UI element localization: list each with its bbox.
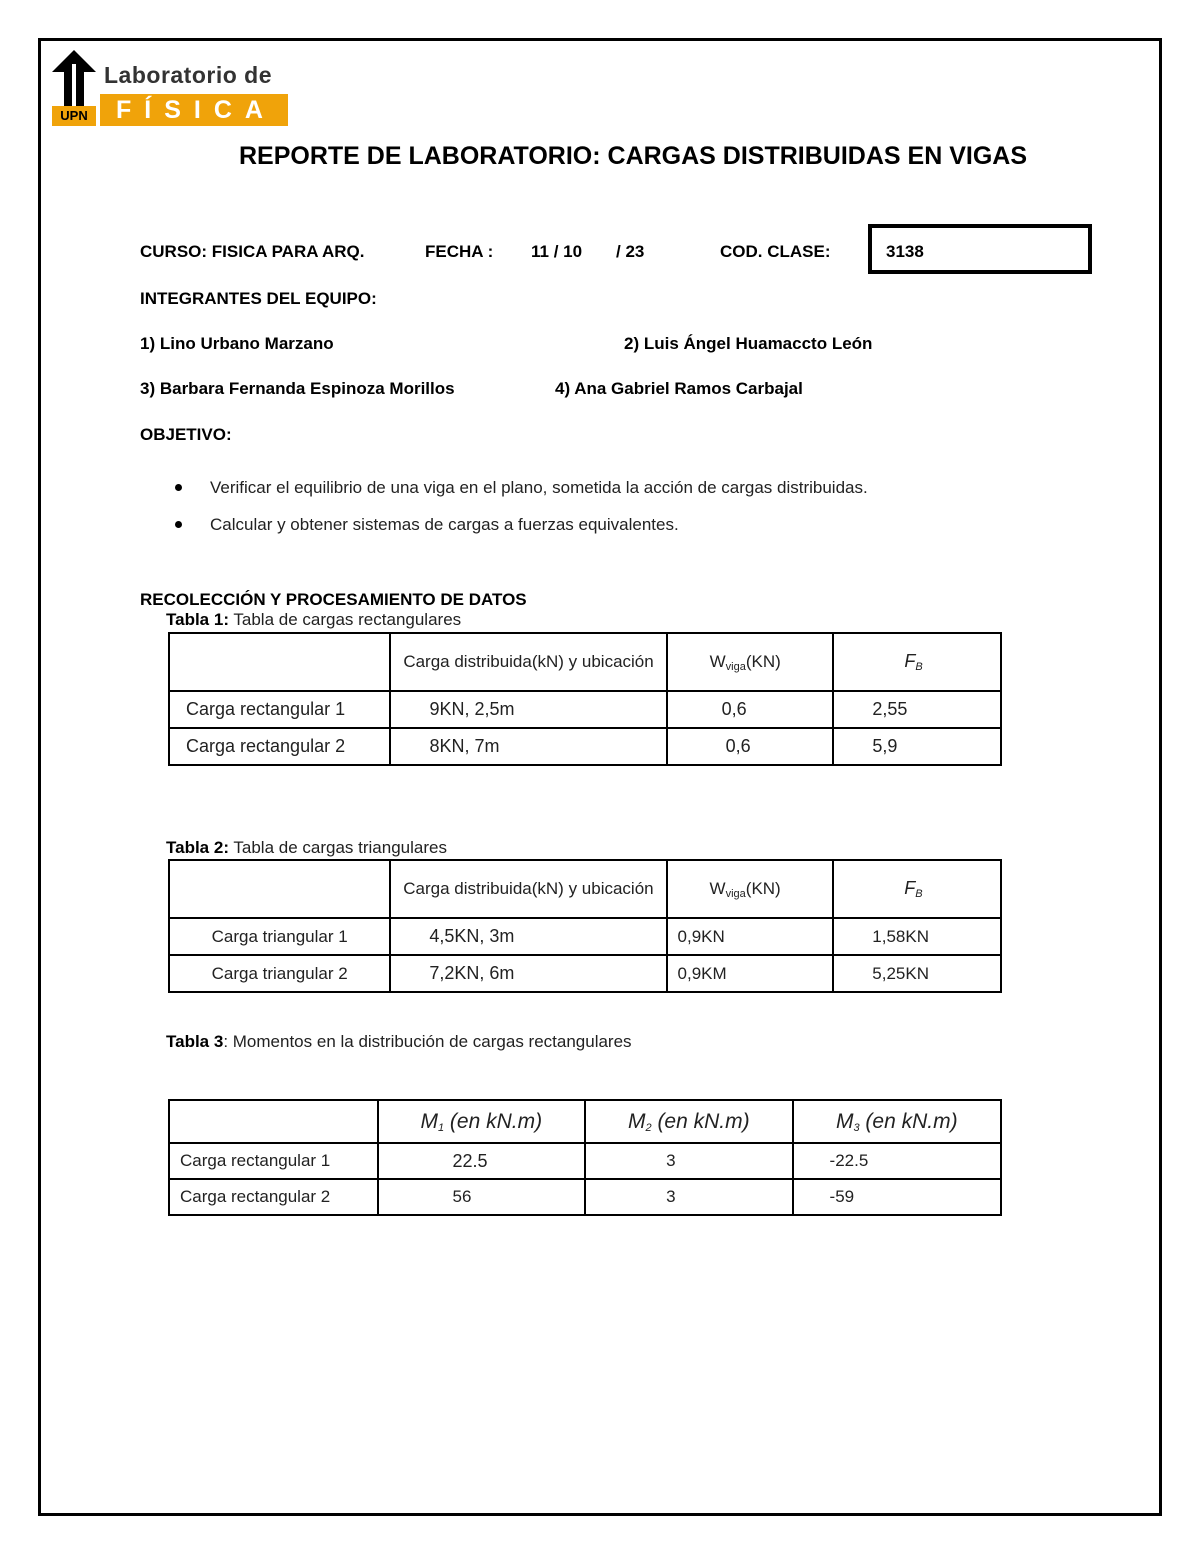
table-row: Carga triangular 2 7,2KN, 6m 0,9KM 5,25KN xyxy=(169,955,1001,992)
table2-caption: Tabla 2: Tabla de cargas triangulares xyxy=(166,838,447,857)
table-moments xyxy=(168,1099,1002,1216)
team-member: 1) Lino Urbano Marzano xyxy=(140,334,334,353)
table-header-row xyxy=(169,633,1001,691)
header-distributed-load: Carga distribuida(kN) y ubicación xyxy=(390,860,666,918)
header-moment-3: $M_3$ (en kN.m) xyxy=(793,1100,1001,1143)
objective-heading: OBJETIVO: xyxy=(140,425,232,444)
logo-title: Laboratorio de xyxy=(104,62,273,88)
table-triangular-loads xyxy=(168,859,1002,993)
table-header-row xyxy=(169,860,1001,918)
header-force-b: $F_B$ xyxy=(833,633,1001,691)
bullet-icon xyxy=(175,484,182,491)
team-member: 4) Ana Gabriel Ramos Carbajal xyxy=(555,379,803,398)
class-code-box xyxy=(868,224,1092,274)
table3-caption: Tabla 3: Momentos en la distribución de cargas rectangulares xyxy=(166,1032,632,1051)
header-beam-weight: $W_{viga}(KN)$ xyxy=(667,860,834,918)
table-row: Carga triangular 1 4,5KN, 3m 0,9KN 1,58KN xyxy=(169,918,1001,955)
table-row: Carga rectangular 1 9KN, 2,5m 0,6 2,55 xyxy=(169,691,1001,728)
header-distributed-load: Carga distribuida(kN) y ubicación xyxy=(390,633,666,691)
table1-caption: Tabla 1: Tabla de cargas rectangulares xyxy=(166,610,462,629)
date-year: / 23 xyxy=(616,242,645,261)
objective-item: Verificar el equilibrio de una viga en el plano, sometida la acción de cargas distribuidas. xyxy=(210,478,868,497)
section-heading: RECOLECCIÓN Y PROCESAMIENTO DE DATOS xyxy=(140,590,527,609)
logo-subtitle: FÍSICA xyxy=(100,94,288,126)
team-heading: INTEGRANTES DEL EQUIPO: xyxy=(140,289,377,308)
header-moment-2: $M_2$ (en kN.m) xyxy=(585,1100,792,1143)
header-beam-weight: $W_{viga}(KN)$ xyxy=(667,633,834,691)
table-rectangular-loads xyxy=(168,632,1002,766)
header-moment-1: $M_1$ (en kN.m) xyxy=(378,1100,586,1143)
date-day-month: 11 / 10 xyxy=(531,242,583,261)
table-row: Carga rectangular 2 8KN, 7m 0,6 5,9 xyxy=(169,728,1001,765)
team-member: 2) Luis Ángel Huamaccto León xyxy=(624,334,873,353)
header-force-b: $F_B$ xyxy=(833,860,1001,918)
class-code-label: COD. CLASE: xyxy=(720,242,831,261)
table-row: Carga rectangular 1 22.5 3 -22.5 xyxy=(169,1143,1001,1179)
table-row: Carga rectangular 2 56 3 -59 xyxy=(169,1179,1001,1215)
table-header-row xyxy=(169,1100,1001,1143)
class-code-value: 3138 xyxy=(886,242,924,261)
objective-item: Calcular y obtener sistemas de cargas a fuerzas equivalentes. xyxy=(210,515,679,534)
bullet-icon xyxy=(175,521,182,528)
date-label: FECHA : xyxy=(425,242,494,261)
team-member: 3) Barbara Fernanda Espinoza Morillos xyxy=(140,379,455,398)
logo-badge: UPN xyxy=(52,106,96,126)
course-label: CURSO: FISICA PARA ARQ. xyxy=(140,242,365,261)
report-title: REPORTE DE LABORATORIO: CARGAS DISTRIBUIDAS EN VIGAS xyxy=(238,142,1027,170)
